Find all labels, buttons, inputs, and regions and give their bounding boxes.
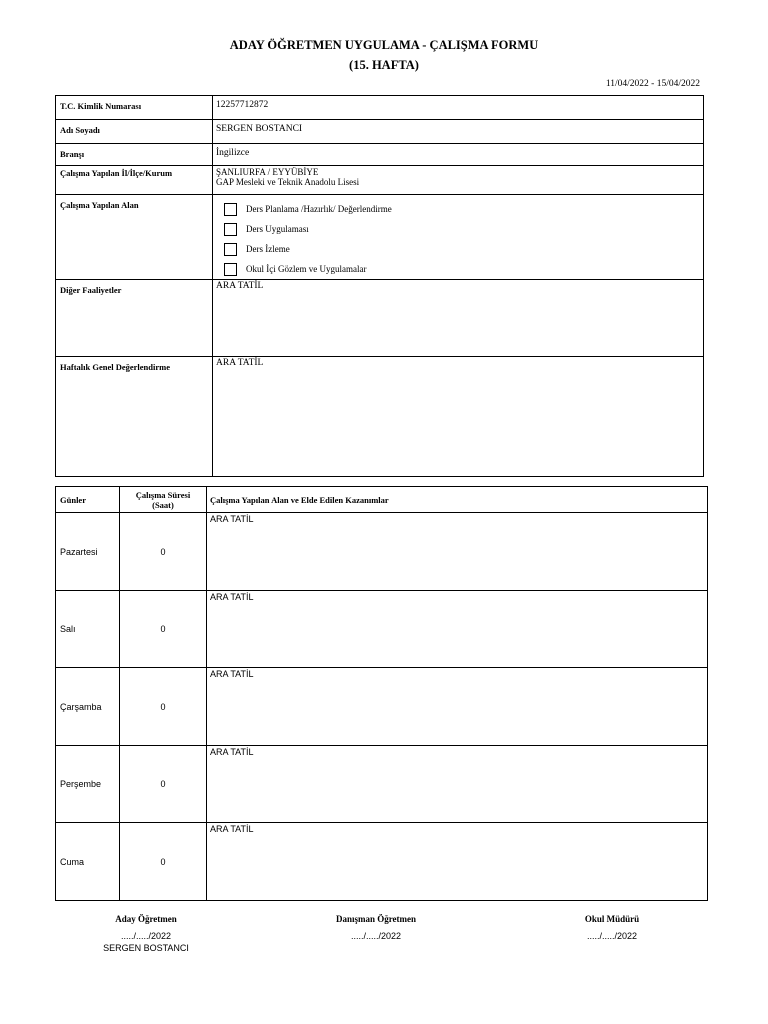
place-city: ŞANLIURFA / EYYÜBİYE bbox=[216, 167, 319, 177]
checkbox[interactable] bbox=[224, 203, 237, 216]
principal-signature bbox=[512, 914, 712, 942]
advisor-title: Danışman Öğretmen bbox=[335, 914, 417, 924]
day-activity: ARA TATİL bbox=[207, 823, 708, 901]
day-activity: ARA TATİL bbox=[207, 591, 708, 668]
day-name: Çarşamba bbox=[56, 668, 120, 746]
day-activity: ARA TATİL bbox=[207, 746, 708, 823]
candidate-name: SERGEN BOSTANCI bbox=[103, 943, 189, 953]
col-days-header: Günler bbox=[56, 487, 120, 513]
tc-value: 12257712872 bbox=[213, 96, 704, 120]
checkbox[interactable] bbox=[224, 223, 237, 236]
advisor-date: ...../...../2022 bbox=[350, 931, 402, 941]
area-option[interactable]: Okul İçi Gözlem ve Uygulamalar bbox=[216, 259, 699, 279]
form-title: ADAY ÖĞRETMEN UYGULAMA - ÇALIŞMA FORMU bbox=[229, 38, 539, 52]
principal-title: Okul Müdürü bbox=[584, 914, 640, 924]
week-label: (15. HAFTA) bbox=[349, 58, 419, 72]
name-label: Adı Soyadı bbox=[56, 120, 213, 144]
day-name: Perşembe bbox=[56, 746, 120, 823]
checkbox[interactable] bbox=[224, 263, 237, 276]
area-option[interactable]: Ders İzleme bbox=[216, 239, 699, 259]
daily-work-table bbox=[55, 486, 708, 901]
day-hours: 0 bbox=[120, 513, 207, 591]
day-name: Salı bbox=[56, 591, 120, 668]
name-value: SERGEN BOSTANCI bbox=[213, 120, 704, 144]
place-school: GAP Mesleki ve Teknik Anadolu Lisesi bbox=[216, 177, 360, 187]
other-activities-label: Diğer Faaliyetler bbox=[56, 280, 213, 357]
table-row bbox=[56, 668, 708, 746]
principal-date: ...../...../2022 bbox=[586, 931, 638, 941]
col-activity-header: Çalışma Yapılan Alan ve Elde Edilen Kazanımlar bbox=[207, 487, 708, 513]
day-hours: 0 bbox=[120, 746, 207, 823]
advisor-signature bbox=[276, 914, 476, 942]
day-activity: ARA TATİL bbox=[207, 668, 708, 746]
table-row bbox=[56, 746, 708, 823]
area-label: Çalışma Yapılan Alan bbox=[56, 195, 213, 280]
area-option[interactable]: Ders Uygulaması bbox=[216, 219, 699, 239]
table-row bbox=[56, 513, 708, 591]
day-hours: 0 bbox=[120, 591, 207, 668]
checkbox[interactable] bbox=[224, 243, 237, 256]
candidate-title: Aday Öğretmen bbox=[115, 914, 177, 924]
weekly-eval-value: ARA TATİL bbox=[213, 357, 704, 477]
day-hours: 0 bbox=[120, 823, 207, 901]
tc-label: T.C. Kimlik Numarası bbox=[56, 96, 213, 120]
candidate-date: ...../...../2022 bbox=[120, 931, 172, 941]
day-hours: 0 bbox=[120, 668, 207, 746]
area-option[interactable]: Ders Planlama /Hazırlık/ Değerlendirme bbox=[216, 199, 699, 219]
table-row bbox=[56, 591, 708, 668]
other-activities-value: ARA TATİL bbox=[213, 280, 704, 357]
day-name: Pazartesi bbox=[56, 513, 120, 591]
candidate-signature bbox=[46, 914, 246, 954]
col-hours-header: Çalışma Süresi (Saat) bbox=[120, 487, 207, 513]
branch-label: Branşı bbox=[56, 144, 213, 166]
date-range: 11/04/2022 - 15/04/2022 bbox=[605, 79, 700, 89]
table-row bbox=[56, 823, 708, 901]
teacher-info-table bbox=[55, 95, 704, 477]
day-name: Cuma bbox=[56, 823, 120, 901]
weekly-eval-label: Haftalık Genel Değerlendirme bbox=[56, 357, 213, 477]
branch-value: İngilizce bbox=[213, 144, 704, 166]
area-checklist bbox=[213, 195, 704, 280]
day-activity: ARA TATİL bbox=[207, 513, 708, 591]
place-label: Çalışma Yapılan İl/İlçe/Kurum bbox=[56, 166, 213, 195]
place-value bbox=[213, 166, 704, 195]
